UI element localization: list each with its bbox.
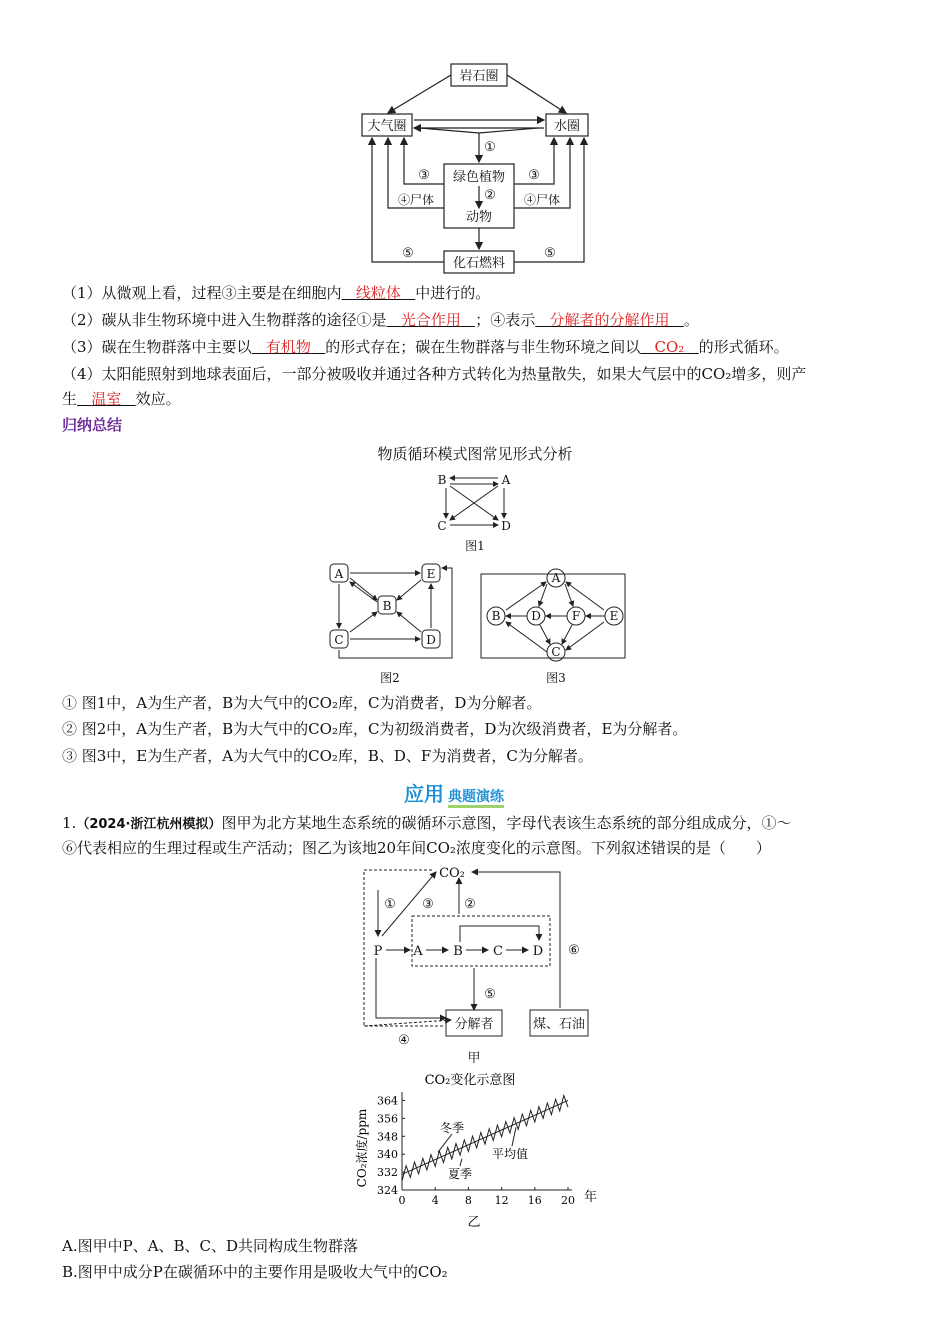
jia-process-3: ③ <box>422 897 434 912</box>
chart-ylabel: CO₂浓度/ppm <box>355 1108 369 1188</box>
animals-label: 动物 <box>465 210 493 225</box>
chart-y-tick-label: 324 <box>377 1184 398 1197</box>
q4-answer: 温室 <box>91 390 122 408</box>
section-banner <box>404 778 504 806</box>
process-4-left-label: ④尸体 <box>397 193 435 207</box>
question-line-1: 1.（2024·浙江杭州模拟）图甲为北方某地生态系统的碳循环示意图，字母代表该生态系统的部分组成成分，①～ <box>62 814 792 832</box>
jia-node-b: B <box>453 944 463 959</box>
question-2 <box>62 310 699 330</box>
chart-series-seasonal <box>402 1096 568 1181</box>
fig2-node-c: C <box>334 633 344 647</box>
fig2-node-e: E <box>426 567 436 581</box>
chart-x-tick-label: 12 <box>494 1194 509 1207</box>
chart-x-tick-label: 0 <box>398 1194 406 1207</box>
jia-node-p: P <box>373 944 383 959</box>
fig2-node-a: A <box>334 567 344 581</box>
jia-process-1: ① <box>384 897 396 912</box>
figure-1 <box>430 468 520 556</box>
figure-jia <box>356 858 606 1068</box>
q2-text: （2）碳从非生物环境中进入生物群落的途径①是 <box>62 311 387 329</box>
chart-y-tick-label: 340 <box>377 1148 398 1162</box>
option-b: B.图甲中成分P在碳循环中的主要作用是吸收大气中的CO₂ <box>62 1263 448 1281</box>
jia-node-a: A <box>413 944 423 959</box>
chart-caption: 乙 <box>467 1215 481 1230</box>
jia-process-2: ② <box>464 897 476 912</box>
note-2: ② 图2中，A为生产者，B为大气中的CO₂库，C为初级消费者，D为次级消费者，E为分解者。 <box>62 720 688 738</box>
chart-title: CO₂变化示意图 <box>424 1073 516 1088</box>
jia-decomposer: 分解者 <box>454 1017 494 1032</box>
question-1 <box>62 283 490 303</box>
annotation-average-pointer <box>512 1127 516 1146</box>
fig1-node-a: A <box>501 473 511 487</box>
jia-node-c: C <box>493 944 503 959</box>
chart-series-average <box>402 1100 568 1174</box>
jia-process-4: ④ <box>398 1033 410 1048</box>
banner-main: 应用 <box>404 782 444 806</box>
fig2-caption: 图2 <box>380 671 400 685</box>
q1-text: （1）从微观上看，过程③主要是在细胞内 <box>62 284 342 302</box>
figure-2 <box>322 558 462 688</box>
fig1-caption: 图1 <box>465 539 485 553</box>
fig2-node-d: D <box>426 633 436 647</box>
question-4-line-2: 生 温室 效应。 <box>62 390 181 408</box>
jia-process-6: ⑥ <box>568 943 580 958</box>
process-2-label: ② <box>484 188 496 203</box>
annotation-summer-pointer <box>460 1159 462 1166</box>
question-3 <box>62 337 789 357</box>
q2-answer-1: 光合作用 <box>400 311 461 329</box>
q1-tail: 中进行的。 <box>415 284 491 302</box>
chart-y-tick-label: 348 <box>377 1130 398 1144</box>
question-4-line-1: （4）太阳能照射到地球表面后，一部分被吸收并通过各种方式转化为热量散失，如果大气层中的CO₂增多，则产 <box>62 365 807 383</box>
plants-label: 绿色植物 <box>452 170 506 185</box>
jia-co2-label: CO₂ <box>439 866 465 881</box>
co2-chart <box>352 1066 602 1232</box>
q3-mid: 的形式存在；碳在生物群落与非生物环境之间以 <box>325 338 641 356</box>
annotation-average: 平均值 <box>492 1147 529 1161</box>
q3-tail: 的形式循环。 <box>698 338 789 356</box>
hydrosphere-label: 水圈 <box>553 119 581 134</box>
chart-x-tick-label: 4 <box>431 1194 439 1207</box>
chart-x-tick-label: 8 <box>464 1194 472 1207</box>
q3-answer-1: 有机物 <box>265 338 311 356</box>
annotation-winter: 冬季 <box>440 1121 465 1135</box>
analysis-title: 物质循环模式图常见形式分析 <box>377 445 573 463</box>
note-3: ③ 图3中，E为生产者，A为大气中的CO₂库，B、D、F为消费者，C为分解者。 <box>62 747 593 765</box>
atmosphere-label: 大气圈 <box>367 119 407 134</box>
q2-answer-2: 分解者的分解作用 <box>549 311 670 329</box>
q2-mid: ；④表示 <box>475 311 536 329</box>
chart-y-tick-label: 332 <box>377 1166 398 1180</box>
q2-tail: 。 <box>683 311 699 329</box>
q3-answer-2: CO₂ <box>654 338 685 356</box>
process-3-left-label: ③ <box>418 168 430 183</box>
annotation-summer: 夏季 <box>448 1167 473 1181</box>
jia-coal-oil: 煤、石油 <box>532 1017 586 1032</box>
option-a: A.图甲中P、A、B、C、D共同构成生物群落 <box>62 1237 359 1255</box>
process-3-right-label: ③ <box>528 168 540 183</box>
process-1-label: ① <box>484 140 496 155</box>
chart-y-tick-label: 356 <box>377 1112 398 1126</box>
fig2-node-b: B <box>382 599 392 613</box>
q1-answer: 线粒体 <box>355 284 401 302</box>
jia-node-d: D <box>532 944 544 959</box>
fig3-node-f: F <box>571 609 581 623</box>
fossil-fuel-label: 化石燃料 <box>452 256 506 271</box>
fig3-node-c: C <box>551 645 561 659</box>
fig3-node-e: E <box>609 609 619 623</box>
lithosphere-label: 岩石圈 <box>459 69 499 84</box>
banner-sub: 典题演练 <box>448 789 504 808</box>
process-5-left-label: ⑤ <box>402 246 414 261</box>
jia-process-5: ⑤ <box>484 987 496 1002</box>
process-5-right-label: ⑤ <box>544 246 556 261</box>
carbon-cycle-figure <box>340 58 600 278</box>
chart-x-tick-label: 16 <box>527 1194 542 1207</box>
chart-x-tick-label: 20 <box>561 1194 575 1207</box>
jia-caption: 甲 <box>467 1051 481 1066</box>
fig1-node-c: C <box>437 519 447 533</box>
figure-3 <box>478 566 628 688</box>
fig3-node-d: D <box>531 609 541 623</box>
process-4-right-label: ④尸体 <box>523 193 561 207</box>
chart-y-tick-label: 364 <box>377 1094 398 1108</box>
annotation-winter-pointer <box>438 1134 452 1152</box>
fig3-node-b: B <box>491 609 501 623</box>
q3-text: （3）碳在生物群落中主要以 <box>62 338 252 356</box>
note-1: ① 图1中，A为生产者，B为大气中的CO₂库，C为消费者，D为分解者。 <box>62 694 542 712</box>
question-line-2: ⑥代表相应的生理过程或生产活动；图乙为该地20年间CO₂浓度变化的示意图。下列叙述错误的是（ ） <box>62 839 771 857</box>
fig1-node-b: B <box>437 473 447 487</box>
fig1-node-d: D <box>501 519 511 533</box>
fig3-caption: 图3 <box>546 671 566 685</box>
summary-heading: 归纳总结 <box>62 416 123 434</box>
chart-xlabel: 年 <box>584 1190 598 1205</box>
fig3-node-a: A <box>551 571 561 585</box>
